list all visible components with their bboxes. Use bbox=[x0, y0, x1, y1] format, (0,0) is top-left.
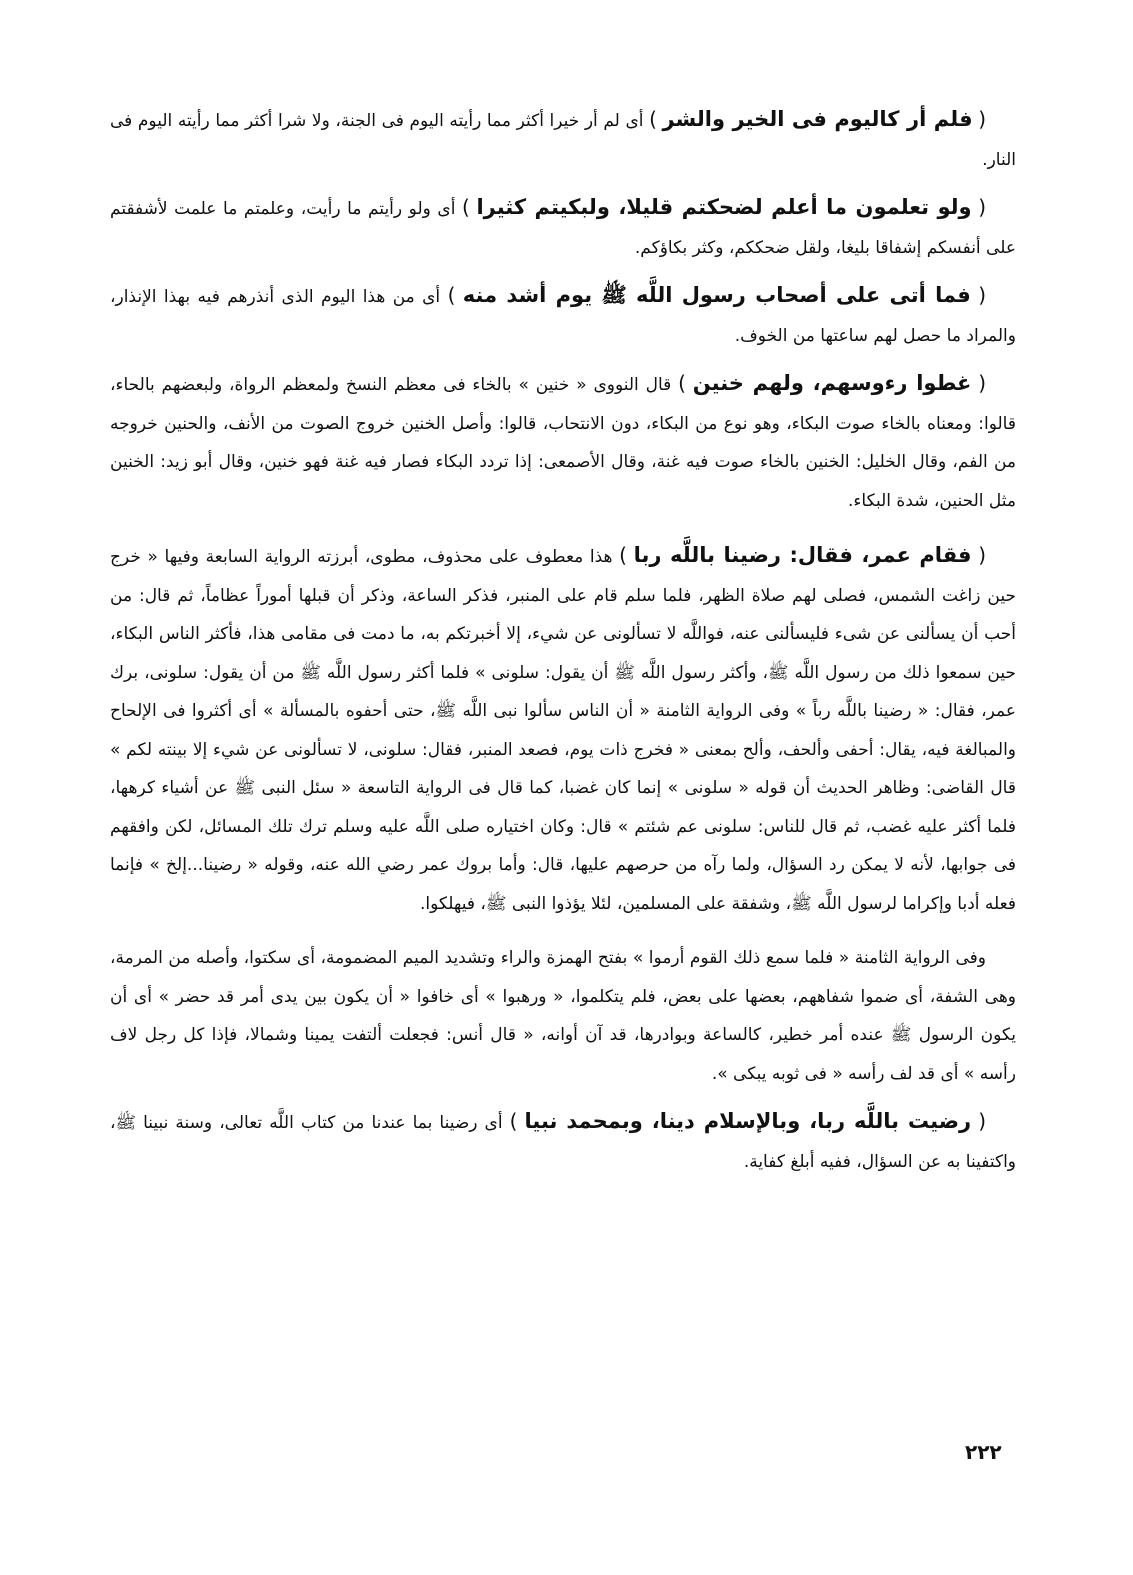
commentary-text: وفى الرواية الثامنة « فلما سمع ذلك القوم أرموا » بفتح الهمزة والراء وتشديد الميم المضمومة، أى سكتوا، وأصله من المرمة، وهى الشفة، أى ضموا شفاههم، بعضها على بعض، فلم يتكلموا، « ورهبوا » أى خافوا « أن يكون بين يدى أمر قد حضر » أى أن يكون الرسول ﷺ عنده أمر خطير، كالساعة وبوادرها، قد آن أوانه، « قال أنس: فجعلت ألتفت يمينا وشمالا، فإذا كل رجل لاف رأسه » أى قد لف رأسه « فى ثوبه يبكى ». bbox=[110, 948, 1016, 1084]
commentary-text: أى لم أر خيرا أكثر مما رأيته اليوم فى الجنة، ولا شرا أكثر مما رأيته اليوم فى النار. bbox=[110, 111, 1016, 170]
commentary-paragraph-1 bbox=[110, 100, 1016, 179]
open-paren: ( bbox=[978, 195, 986, 219]
hadith-lemma: ولو تعلمون ما أعلم لضحكتم قليلا، ولبكيتم كثيرا bbox=[476, 195, 972, 219]
hadith-lemma: غطوا رءوسهم، ولهم خنين bbox=[692, 371, 972, 395]
commentary-paragraph-3 bbox=[110, 276, 1016, 355]
close-paren: ) bbox=[678, 371, 686, 395]
commentary-text: أى رضينا بما عندنا من كتاب اللَّه تعالى، وسنة نبينا ﷺ، واكتفينا به عن السؤال، ففيه أبلغ كفاية. bbox=[110, 1113, 1016, 1172]
commentary-text: هذا معطوف على محذوف، مطوى، أبرزته الرواية السابعة وفيها « خرج حين زاغت الشمس، فصلى لهم صلاة الظهر، فلما سلم قام على المنبر، فذكر الساعة، وذكر أن قبلها أموراً عظاماً، ثم قال: من أحب أن يسألنى عن شىء فليسألنى عنه، فواللَّه لا تسألونى عن شيء، إلا أخبرتكم به، ما دمت فى مقامى هذا، فأكثر الناس البكاء، حين سمعوا ذلك من رسول اللَّه ﷺ، وأكثر رسول اللَّه ﷺ أن يقول: سلونى » فلما أكثر رسول اللَّه ﷺ من أن يقول: سلونى، برك عمر، فقال: « رضينا باللَّه رباً » وفى الرواية الثامنة « أن الناس سألوا نبى اللَّه ﷺ، حتى أحفوه بالمسألة » أى أكثروا فى الإلحاح والمبالغة فيه، يقال: أحفى وألحف، وألح بمعنى « فخرج ذات يوم، فصعد المنبر، فقال: سلونى، لا تسألونى عن شيء إلا بينته لكم » قال القاضى: وظاهر الحديث أن قوله « سلونى » إنما كان غضبا، كما قال فى الرواية التاسعة « سئل النبى ﷺ عن أشياء كرهها، فلما أكثر عليه غضب، ثم قال للناس: سلونى عم شئتم » قال: وكان اختياره صلى اللَّه عليه وسلم ترك تلك المسائل، لكن وافقهم فى جوابها، لأنه لا يمكن رد السؤال، ولما رآه من حرصهم عليها، قال: وأما بروك عمر رضي الله عنه، وقوله « رضينا...إلخ » فإنما فعله أدبا وإكراما لرسول اللَّه ﷺ، وشفقة على المسلمين، لئلا يؤذوا النبى ﷺ، فيهلكوا. bbox=[110, 547, 1016, 914]
hadith-lemma: فلم أر كاليوم فى الخير والشر bbox=[662, 107, 973, 131]
hadith-lemma: فقام عمر، فقال: رضينا باللَّه ربا bbox=[633, 543, 972, 567]
open-paren: ( bbox=[978, 1109, 986, 1133]
commentary-paragraph-7 bbox=[110, 1102, 1016, 1181]
close-paren: ) bbox=[619, 543, 627, 567]
commentary-paragraph-6 bbox=[110, 939, 1016, 1093]
commentary-text: أى من هذا اليوم الذى أنذرهم فيه بهذا الإنذار، والمراد ما حصل لهم ساعتها من الخوف. bbox=[110, 287, 1016, 346]
commentary-paragraph-2 bbox=[110, 188, 1016, 267]
document-page bbox=[110, 100, 1016, 1190]
close-paren: ) bbox=[649, 107, 657, 131]
page-number: ٢٢٢ bbox=[965, 1440, 1002, 1464]
commentary-paragraph-5 bbox=[110, 536, 1016, 923]
commentary-text: أى ولو رأيتم ما رأيت، وعلمتم ما علمت لأشفقتم على أنفسكم إشفاقا بليغا، ولقل ضحككم، وكثر بكاؤكم. bbox=[110, 199, 1016, 258]
commentary-paragraph-4 bbox=[110, 364, 1016, 520]
hadith-lemma: فما أتى على أصحاب رسول اللَّه ﷺ يوم أشد منه bbox=[462, 283, 971, 307]
close-paren: ) bbox=[462, 195, 470, 219]
open-paren: ( bbox=[978, 283, 987, 307]
hadith-lemma: رضيت باللَّه ربا، وبالإسلام دينا، وبمحمد نبيا bbox=[524, 1109, 972, 1133]
commentary-text: قال النووى « خنين » بالخاء فى معظم النسخ ولمعظم الرواة، ولبعضهم بالحاء، قالوا: ومعناه بالخاء صوت البكاء، وهو نوع من البكاء، دون الانتحاب، قالوا: وأصل الخنين خروج الصوت من الأنف، والحنين خروجه من الفم، وقال الخليل: الخنين بالخاء صوت فيه غنة، وقال الأصمعى: إذا تردد البكاء فصار فيه غنة فهو خنين، وقال أبو زيد: الخنين مثل الحنين، شدة البكاء. bbox=[110, 375, 1016, 511]
open-paren: ( bbox=[978, 371, 987, 395]
open-paren: ( bbox=[978, 107, 986, 131]
close-paren: ) bbox=[509, 1109, 518, 1133]
open-paren: ( bbox=[978, 543, 987, 567]
close-paren: ) bbox=[447, 283, 456, 307]
